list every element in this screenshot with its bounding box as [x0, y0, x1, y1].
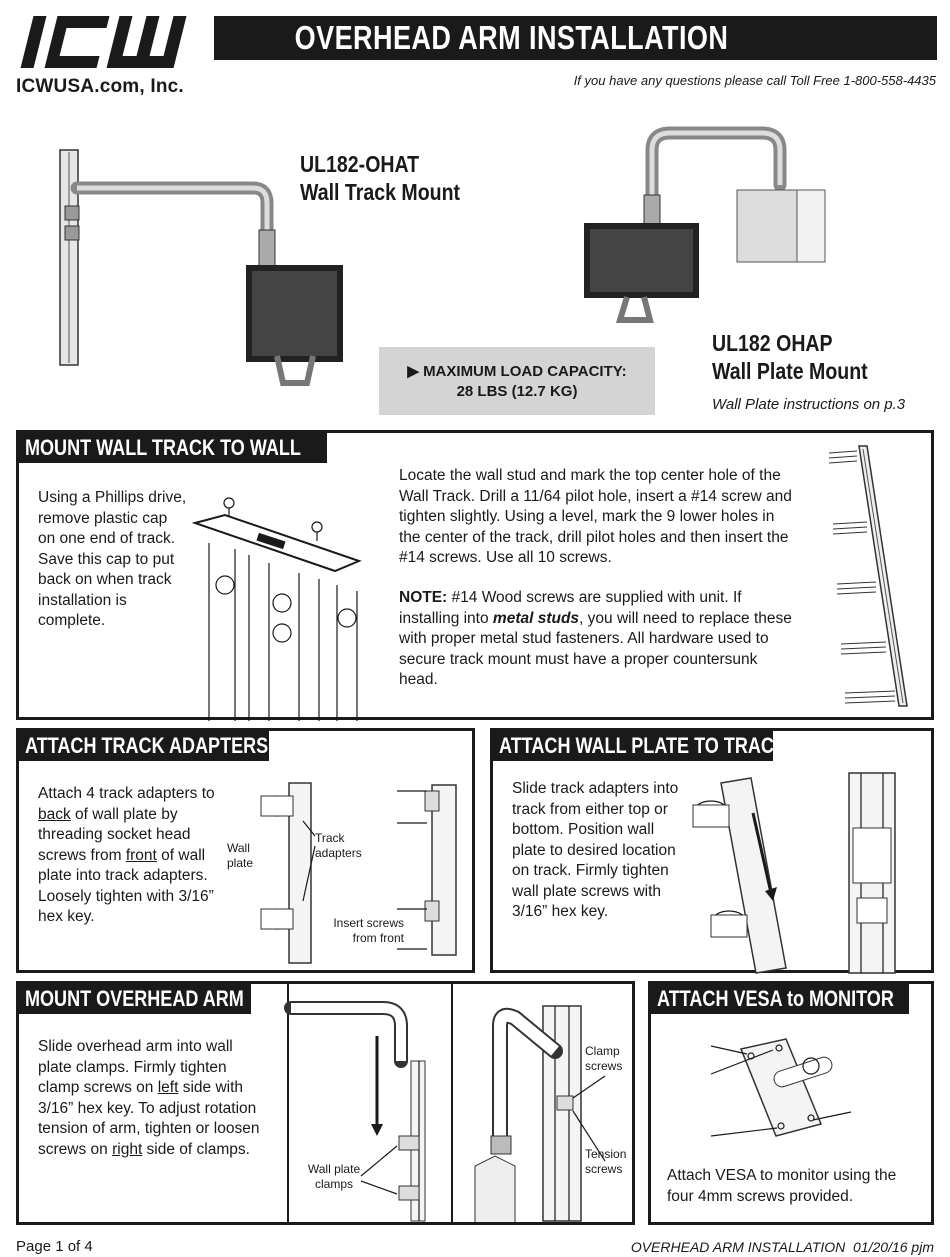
track-install-instructions: Locate the wall stud and mark the top center hole of the Wall Track. Drill a 11/64 pilot hole, insert a #14 screw and tighten slightly. Using a level, mark the 9 lower holes in the center of the track, drill pilot holes and then insert the #14 screws. Use all 10 screws. — [399, 467, 792, 566]
track-adapters-label: Track adapters — [315, 831, 362, 860]
wall-plate-label: Wall plate — [227, 841, 254, 870]
icw-logo — [14, 14, 214, 70]
vesa-plate-illustration — [711, 1024, 891, 1154]
plate-model-title — [712, 329, 868, 385]
section-heading: ATTACH TRACK ADAPTERS — [19, 731, 269, 761]
section-heading: ATTACH VESA to MONITOR — [651, 984, 909, 1014]
mount-wall-track-section — [16, 430, 934, 720]
wall-plate-clamps-label: Wall plate clamps — [307, 1162, 361, 1191]
cap-removal-text: Using a Phillips drive, remove plastic cap on one end of track. Save this cap to put back on when track installation is complete. — [38, 489, 187, 629]
attach-track-adapters-section — [16, 728, 475, 973]
play-arrow-icon: ▶ — [407, 363, 419, 380]
insert-screws-label: Insert screws from front — [333, 916, 404, 945]
section-heading: ATTACH WALL PLATE TO TRACK — [493, 731, 773, 761]
support-phone-note: If you have any questions please call Toll Free 1-800-558-4435 — [573, 73, 936, 88]
note-text-a: #14 Wood screws are supplied with unit. If installing into — [399, 589, 742, 627]
panel-divider — [451, 984, 453, 1222]
wall-track-screws-illustration — [819, 441, 909, 711]
track-adapters-text: Attach 4 track adapters to back of wall plate by threading socket head screws from front of wall plate into track adapters. Loosely tighten with 3/16” hex key. — [38, 785, 215, 925]
track-model-number: UL182-OHAT — [300, 151, 420, 177]
mount-overhead-arm-section — [16, 981, 635, 1225]
wall-plate-track-illustration — [681, 773, 936, 973]
track-model-title — [300, 150, 460, 206]
note-label: NOTE: — [399, 589, 448, 606]
max-load-value: 28 LBS (12.7 KG) — [456, 383, 578, 400]
page-title: OVERHEAD ARM INSTALLATION — [294, 19, 729, 56]
panel-divider — [287, 984, 289, 1222]
metal-stud-note — [399, 588, 799, 691]
max-load-box — [379, 347, 655, 415]
company-name: ICWUSA.com, Inc. — [16, 76, 184, 97]
plate-instructions-note: Wall Plate instructions on p.3 — [712, 396, 906, 413]
page-number: Page 1 of 4 — [16, 1238, 93, 1255]
wall-plate-text: Slide track adapters into track from either top or bottom. Position wall plate to desired location on track. Firmly tighten wall plate screws with 3/16” hex key. — [512, 780, 679, 920]
track-model-name: Wall Track Mount — [300, 179, 461, 205]
attach-vesa-section — [648, 981, 934, 1225]
section-heading: MOUNT WALL TRACK TO WALL — [19, 433, 327, 463]
vesa-instructions: Attach VESA to monitor using the four 4mm screws provided. — [667, 1167, 897, 1205]
clamp-screws-label: Clamp screws — [585, 1044, 623, 1073]
metal-studs-emphasis: metal studs — [492, 609, 580, 627]
attach-wall-plate-section — [490, 728, 934, 973]
document-footer: OVERHEAD ARM INSTALLATION 01/20/16 pjm — [630, 1239, 934, 1255]
overhead-arm-text: Slide overhead arm into wall plate clamps. Firmly tighten clamp screws on left side with 3/16” hex key. To adjust rotation tension of arm, tighten or loosen screws on right side of clamps. — [38, 1038, 260, 1158]
plate-model-number: UL182 OHAP — [712, 330, 833, 356]
plate-model-name: Wall Plate Mount — [712, 358, 868, 384]
tension-screws-label: Tension screws — [585, 1147, 627, 1176]
track-cap-illustration — [187, 493, 367, 723]
wall-plate-mount-illustration — [582, 125, 832, 330]
section-heading: MOUNT OVERHEAD ARM — [19, 984, 251, 1014]
max-load-label: MAXIMUM LOAD CAPACITY: — [423, 363, 627, 380]
clamp-screws-illustration — [455, 986, 635, 1222]
note-text-b: , you will need to replace these with proper metal stud fasteners. All hardware used to secure track mount must have a proper countersunk head. — [399, 609, 792, 688]
